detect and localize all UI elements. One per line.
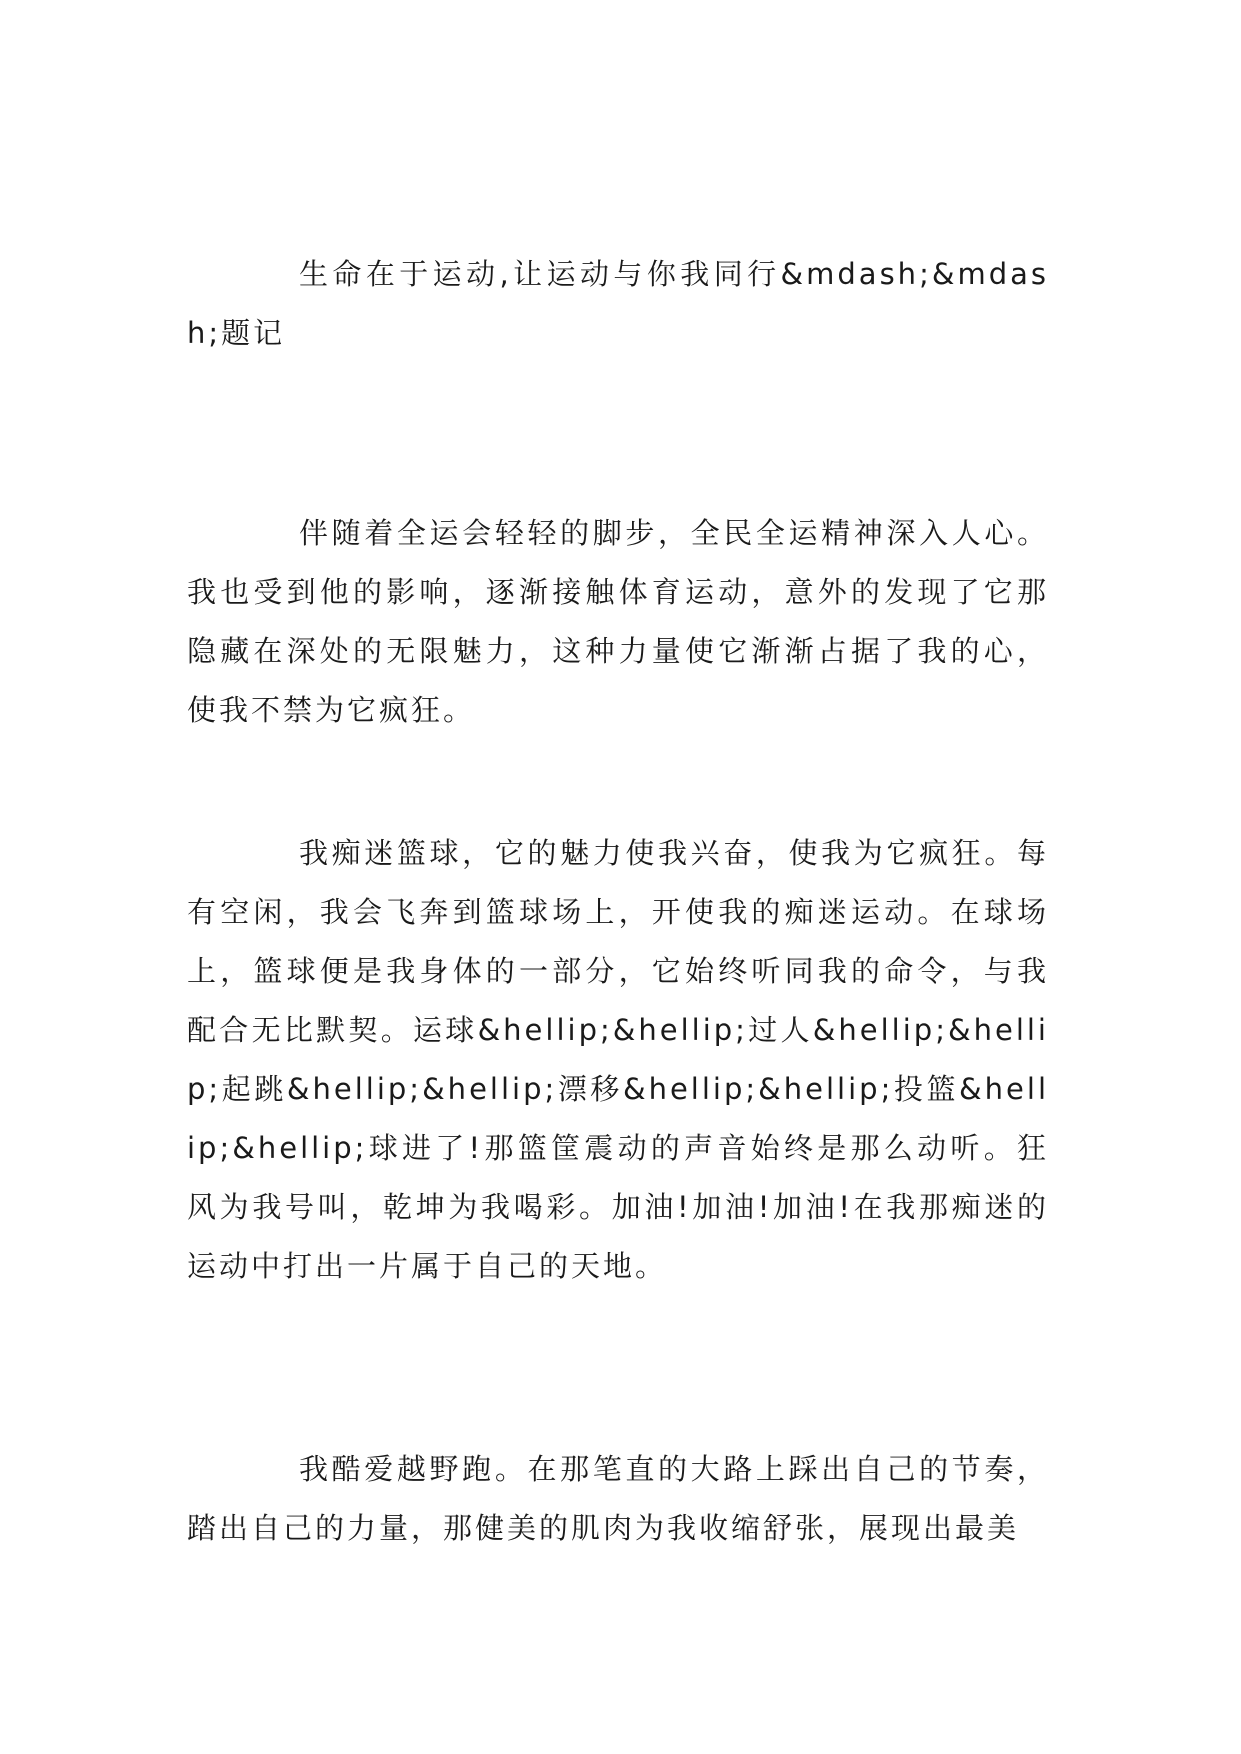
basketball-paragraph: 我痴迷篮球，它的魅力使我兴奋，使我为它疯狂。每有空闲，我会飞奔到篮球场上，开使我的痴迷运动。在球场上，篮球便是我身体的一部分，它始终听同我的命令，与我配合无比默契。运球&hellip;&hellip;过人&hellip;&hellip;起跳&hellip;&hellip;漂移&hellip;&hellip;投篮&hellip;&hellip;球进了!那篮筐震动的声音始终是那么动听。狂风为我号叫，乾坤为我喝彩。加油!加油!加油!在我那痴迷的运动中打出一片属于自己的天地。 bbox=[187, 836, 1049, 1283]
epigraph-paragraph: 生命在于运动,让运动与你我同行&mdash;&mdash;题记 bbox=[187, 257, 1049, 350]
running-paragraph: 我酷爱越野跑。在那笔直的大路上踩出自己的节奏，踏出自己的力量，那健美的肌肉为我收缩舒张，展现出最美 bbox=[187, 1452, 1049, 1545]
intro-paragraph: 伴随着全运会轻轻的脚步，全民全运精神深入人心。我也受到他的影响，逐渐接触体育运动，意外的发现了它那隐藏在深处的无限魅力，这种力量使它渐渐占据了我的心，使我不禁为它疯狂。 bbox=[187, 516, 1049, 727]
